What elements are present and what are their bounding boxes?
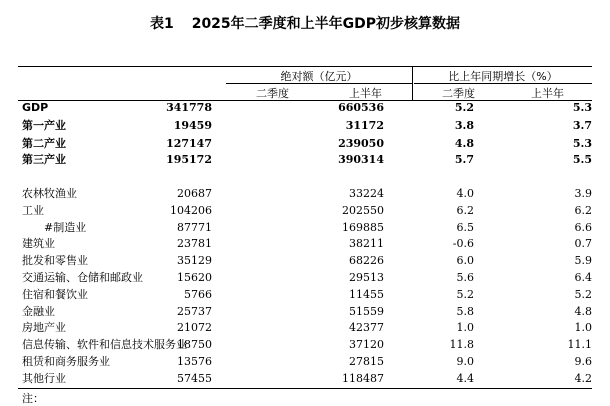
row-label: 建筑业 [22,237,55,250]
table-number: 表1 [149,16,174,32]
cell-h1-abs: 169885 [342,221,384,234]
cell-q2-abs: 13576 [177,355,212,368]
table-row-gdp [0,100,610,116]
header-divider [412,66,413,100]
table-title [0,13,610,33]
cell-q2-growth: 11.8 [449,338,474,351]
cell-h1-abs: 29513 [349,271,384,284]
table-row [0,203,610,219]
cell-h1-abs: 38211 [349,237,384,250]
row-label: 第三产业 [22,153,66,166]
cell-q2-abs: 341778 [166,101,212,114]
cell-q2-growth: 4.8 [454,137,474,150]
header-absolute-group: 绝对额（亿元） [280,70,358,83]
cell-q2-abs: 15620 [177,271,212,284]
cell-h1-abs: 660536 [338,101,384,114]
row-label: GDP [22,101,49,114]
header-col-q2-abs: 二季度 [256,87,289,100]
row-label: 其他行业 [22,372,66,385]
cell-h1-abs: 42377 [349,321,384,334]
cell-h1-growth: 6.2 [574,204,592,217]
cell-q2-abs: 20687 [177,187,212,200]
cell-h1-growth: 5.9 [574,254,592,267]
cell-h1-growth: 5.3 [572,101,592,114]
cell-q2-abs: 25737 [177,305,212,318]
cell-q2-growth: 1.0 [456,321,474,334]
row-label: 第一产业 [22,119,66,132]
cell-q2-growth: 5.2 [456,288,474,301]
top-rule [18,66,592,67]
row-label: 工业 [22,204,44,217]
cell-q2-abs: 87771 [177,221,212,234]
cell-q2-growth: 9.0 [456,355,474,368]
row-label: 住宿和餐饮业 [22,288,88,301]
header-col-h1-growth: 上半年 [531,87,564,100]
cell-q2-abs: 35129 [177,254,212,267]
table-row-tertiary [0,152,610,168]
header-growth-group: 比上年同期增长（%） [448,70,558,83]
cell-q2-abs: 57455 [177,372,212,385]
cell-h1-abs: 31172 [345,119,384,132]
cell-h1-abs: 37120 [349,338,384,351]
row-label: 交通运输、仓储和邮政业 [22,271,143,284]
cell-q2-abs: 195172 [166,153,212,166]
cell-q2-growth: -0.6 [452,237,474,250]
table-row-primary [0,118,610,134]
row-label: 房地产业 [22,321,66,334]
row-label: 第二产业 [22,137,66,150]
table-row [0,287,610,303]
cell-h1-growth: 6.6 [574,221,592,234]
cell-q2-abs: 5766 [184,288,212,301]
cell-h1-growth: 5.5 [572,153,592,166]
cell-q2-growth: 6.5 [456,221,474,234]
cell-h1-abs: 390314 [338,153,384,166]
cell-q2-abs: 21072 [177,321,212,334]
header-col-q2-growth: 二季度 [442,87,475,100]
table-row [0,253,610,269]
cell-h1-growth: 5.3 [572,137,592,150]
table-row [0,304,610,320]
row-label: 批发和零售业 [22,254,88,267]
cell-q2-growth: 5.6 [456,271,474,284]
cell-h1-abs: 202550 [342,204,384,217]
cell-q2-growth: 3.8 [454,119,474,132]
cell-h1-growth: 6.4 [574,271,592,284]
table-note: 注： [22,392,44,405]
cell-q2-growth: 6.2 [456,204,474,217]
cell-h1-abs: 118487 [342,372,384,385]
cell-h1-growth: 4.8 [574,305,592,318]
cell-q2-growth: 4.0 [456,187,474,200]
table-row-secondary [0,136,610,152]
row-label: 信息传输、软件和信息技术服务业 [22,338,187,351]
cell-q2-abs: 19459 [173,119,212,132]
cell-h1-abs: 51559 [349,305,384,318]
cell-h1-growth: 0.7 [574,237,592,250]
cell-h1-growth: 3.9 [574,187,592,200]
cell-h1-growth: 4.2 [574,372,592,385]
table-row [0,354,610,370]
cell-h1-growth: 1.0 [574,321,592,334]
cell-q2-growth: 5.7 [454,153,474,166]
cell-h1-abs: 11455 [349,288,384,301]
cell-q2-abs: 127147 [166,137,212,150]
row-label: #制造业 [44,221,87,234]
row-label: 农林牧渔业 [22,187,77,200]
cell-q2-growth: 5.2 [454,101,474,114]
cell-h1-abs: 239050 [338,137,384,150]
row-label: 租赁和商务服务业 [22,355,110,368]
bottom-rule [18,388,592,389]
table-row [0,220,610,236]
header-col-h1-abs: 上半年 [349,87,382,100]
cell-h1-growth: 9.6 [574,355,592,368]
cell-h1-abs: 27815 [349,355,384,368]
cell-q2-growth: 4.4 [456,372,474,385]
cell-h1-growth: 5.2 [574,288,592,301]
table-row [0,371,610,387]
cell-h1-abs: 68226 [349,254,384,267]
table-title-text: 2025年二季度和上半年GDP初步核算数据 [191,16,461,32]
table-row [0,186,610,202]
table-row [0,320,610,336]
cell-h1-growth: 11.1 [567,338,592,351]
table-row [0,236,610,252]
cell-h1-abs: 33224 [349,187,384,200]
cell-q2-abs: 18750 [177,338,212,351]
table-row [0,270,610,286]
cell-q2-abs: 23781 [177,237,212,250]
cell-q2-growth: 5.8 [456,305,474,318]
table-row [0,337,610,353]
cell-q2-growth: 6.0 [456,254,474,267]
cell-q2-abs: 104206 [170,204,212,217]
row-label: 金融业 [22,305,55,318]
cell-h1-growth: 3.7 [572,119,592,132]
